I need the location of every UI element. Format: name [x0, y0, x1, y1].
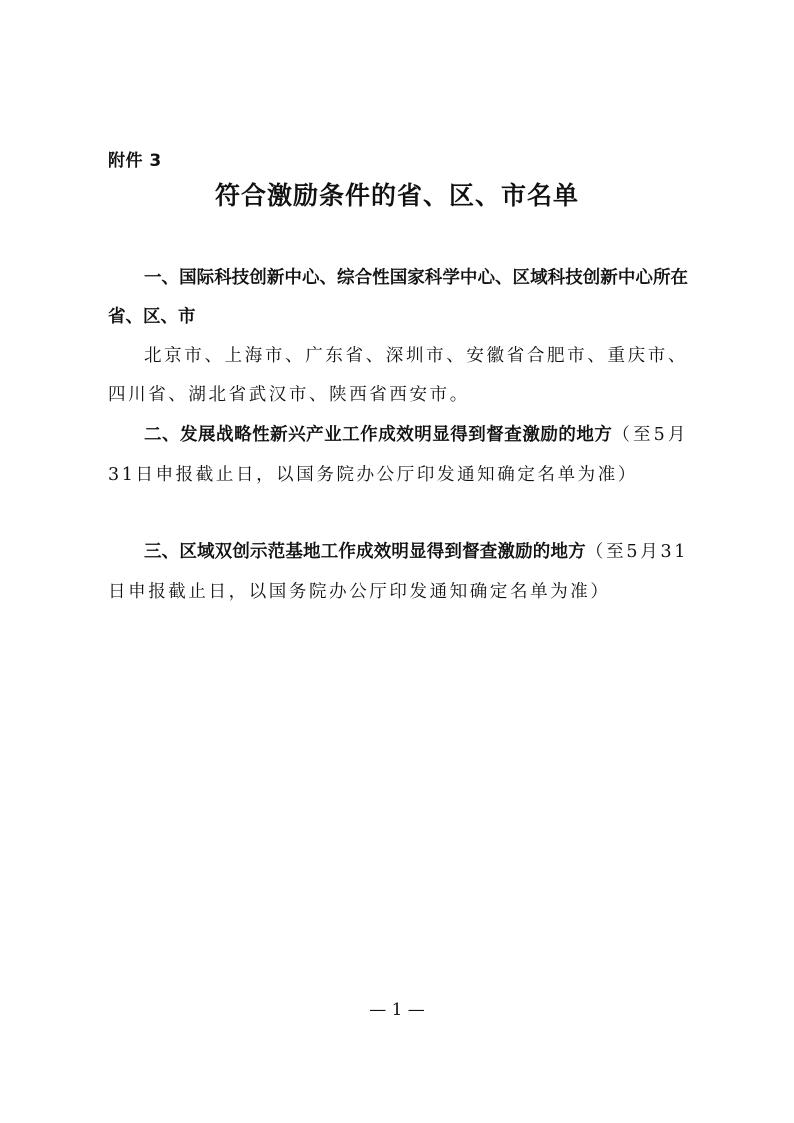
- document-title: 符合激励条件的省、区、市名单: [214, 181, 579, 210]
- section-2: [108, 415, 688, 495]
- section-1-heading: 一、国际科技创新中心、综合性国家科学中心、区域科技创新中心所在省、区、市: [108, 268, 688, 327]
- section-2-heading: 二、发展战略性新兴产业工作成效明显得到督查激励的地方: [144, 425, 613, 445]
- section-3-heading: 三、区域双创示范基地工作成效明显得到督查激励的地方: [144, 542, 586, 562]
- section-3-note: （至5月31日申报截止日，以国务院办公厅印发通知确定名单为准）: [108, 542, 688, 602]
- section-3: [108, 532, 688, 612]
- page-number: — 1 —: [369, 1000, 425, 1020]
- attachment-label: 附件 3: [108, 151, 162, 171]
- section-1-body: 北京市、上海市、广东省、深圳市、安徽省合肥市、重庆市、四川省、湖北省武汉市、陕西省西安市。: [108, 346, 688, 405]
- section-2-note: （至5月31日申报截止日，以国务院办公厅印发通知确定名单为准）: [108, 425, 688, 485]
